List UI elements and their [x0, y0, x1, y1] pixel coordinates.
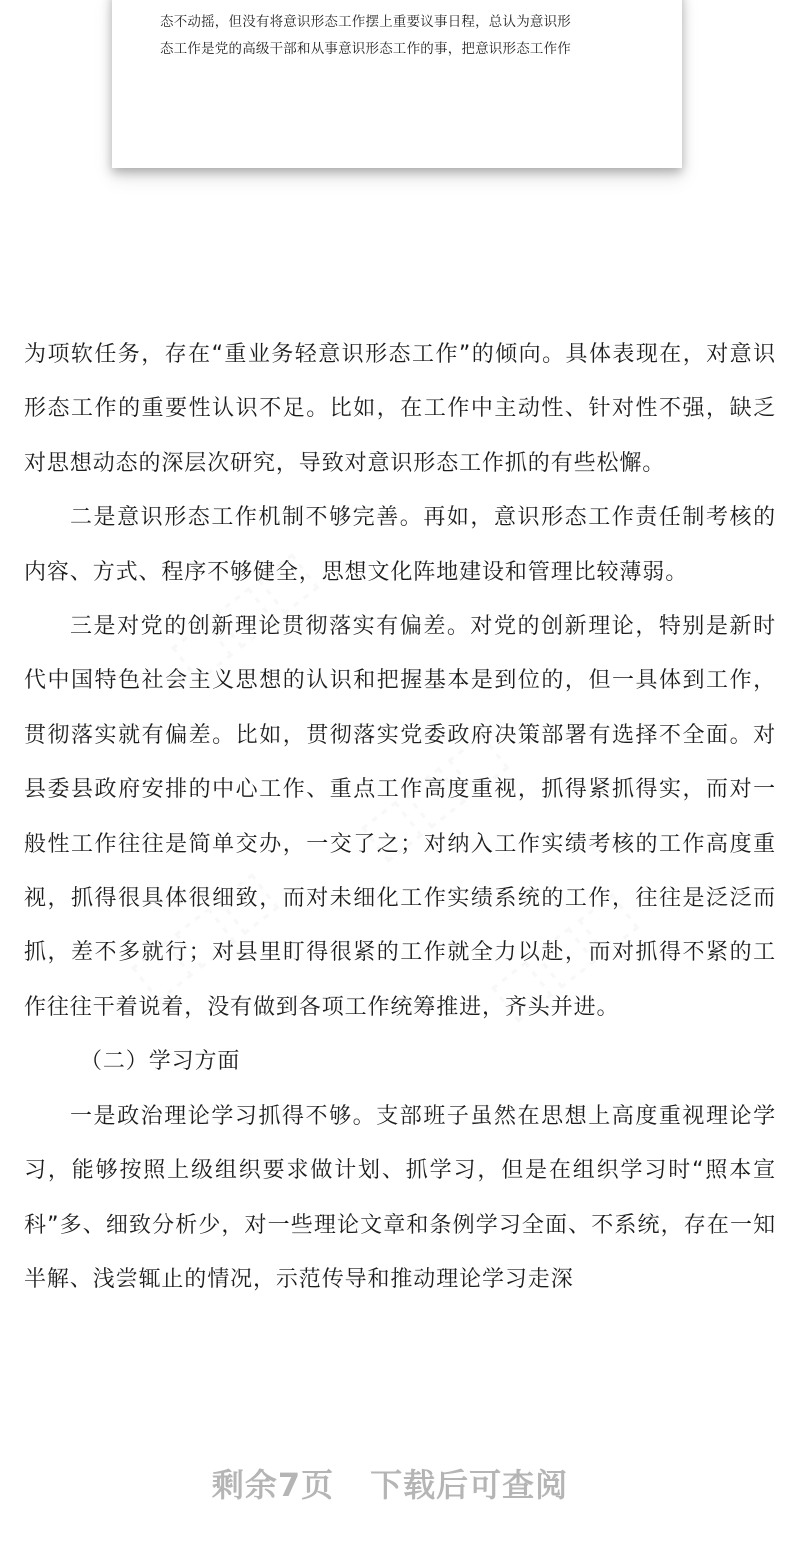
paragraph: 三是对党的创新理论贯彻落实有偏差。对党的创新理论，特别是新时代中国特色社会主义思想的认识和把握基本是到位的，但一具体到工作，贯彻落实就有偏差。比如，贯彻落实党委政府决策部署有选择不全面。对县委县政府安排的中心工作、重点工作高度重视，抓得紧抓得实，而对一般性工作往往是简单交办，一交了之；对纳入工作实绩考核的工作高度重视，抓得很具体很细致，而对未细化工作实绩系统的工作，往往是泛泛而抓，差不多就行；对县里盯得很紧的工作就全力以赴，而对抓得不紧的工作往往干着说着，没有做到各项工作统筹推进，齐头并进。: [24, 614, 776, 1020]
preview-text-line: 态工作是党的高级干部和从事意识形态工作的事，把意识形态工作作: [160, 41, 571, 57]
paragraph: 一是政治理论学习抓得不够。支部班子虽然在思想上高度重视理论学习，能够按照上级组织要求做计划、抓学习，但是在组织学习时“照本宣科”多、细致分析少，对一些理论文章和条例学习全面、不系统，存在一知半解、浅尝辄止的情况，示范传导和推动理论学习走深: [24, 1103, 776, 1292]
section-heading: （二）学习方面: [80, 1049, 241, 1075]
watermark: ⬚⬚⬚: [116, 856, 288, 1012]
preview-card: [112, 0, 682, 168]
document-body: [24, 328, 776, 1307]
preview-text-line: 态不动摇，但没有将意识形态工作摆上重要议事日程，总认为意识形: [160, 14, 571, 30]
remaining-pages-text: 剩余7页: [211, 1466, 335, 1504]
paragraph: 二是意识形态工作机制不够完善。再如，意识形态工作责任制考核的内容、方式、程序不够健全，思想文化阵地建设和管理比较薄弱。: [24, 505, 776, 585]
watermark: ⬚⬚⬚: [476, 876, 648, 1032]
watermark: ⬚⬚⬚: [346, 716, 518, 872]
download-to-view-text: 下载后可查阅: [370, 1466, 569, 1504]
watermark: ⬚⬚⬚: [156, 536, 328, 692]
paragraph: 为项软任务，存在“重业务轻意识形态工作”的倾向。具体表现在，对意识形态工作的重要性认识不足。比如，在工作中主动性、针对性不强，缺乏对思想动态的深层次研究，导致对意识形态工作抓的有些松懈。: [24, 342, 776, 476]
download-prompt[interactable]: [0, 1460, 780, 1506]
